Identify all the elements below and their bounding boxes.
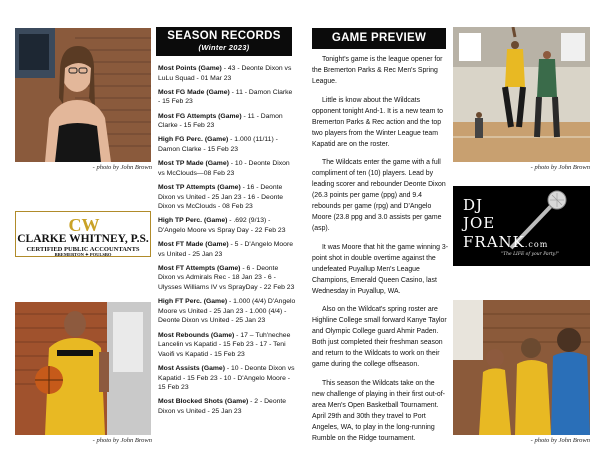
record-item: Most FT Attempts (Game) - 6 - Deonte Dixon vs Admirals Rec - 18 Jan 23 - 6 - Ulysses Williams IV vs SprayDay - 22 Feb 23 bbox=[158, 264, 295, 292]
preview-paragraph: The Wildcats enter the game with a full compliment of ten (10) players. Lead by leading scorer and rebounder Deonte Dixon (26.3 points per game (ppg) and 9.4 rebounds per game (rpg) and D'Angelo Moore (23.8 ppg and 3.0 assists per game (asp). bbox=[312, 159, 446, 232]
photo-credit: - photo by John Brown bbox=[92, 164, 152, 171]
svg-text:CW: CW bbox=[68, 215, 100, 235]
player-photo-woman bbox=[15, 28, 151, 162]
cpa-line: CERTIFIED PUBLIC ACCOUNTANTS bbox=[26, 246, 140, 253]
dj-tagline: "The LIFE of your Party!" bbox=[501, 252, 560, 257]
record-item: High FT Perc. (Game) - 1.000 (4/4) D'Angelo Moore vs United - 25 Jan 23 - 1.000 (4/4) - Deonte Dixon vs United - 25 Jan 23 bbox=[158, 298, 296, 325]
preview-paragraph: Tonight's game is the league opener for the Bremerton Parks & Rec Men's Spring League. bbox=[312, 56, 443, 85]
record-item: Most Points (Game) - 43 - Deonte Dixon vs LuLu Squad - 01 Mar 23 bbox=[158, 65, 292, 82]
season-records-header bbox=[156, 27, 292, 56]
cpa-name: CLARKE WHITNEY, P.S. bbox=[17, 233, 149, 245]
player-photo-man-ball bbox=[15, 302, 151, 435]
record-item: Most TP Made (Game) - 10 - Deonte Dixon vs McClouds—08 Feb 23 bbox=[158, 160, 290, 177]
photo-credit: - photo by John Brown bbox=[92, 437, 152, 444]
game-preview-body bbox=[312, 54, 448, 451]
record-item: Most Assists (Game) - 10 - Deonte Dixon vs Kapatid - 15 Feb 23 - 10 - D'Angelo Moore - 15 Feb 23 bbox=[158, 364, 295, 392]
records-list bbox=[158, 64, 296, 421]
preview-paragraph: Little is know about the Wildcats opponent tonight And-1. It is a new team to Bremerton Parks & Rec action and the top two players from the Winter League team Kapatid are on the roster. bbox=[312, 96, 444, 148]
clarke-whitney-logo bbox=[15, 211, 151, 257]
season-records-title: SEASON RECORDS bbox=[167, 30, 281, 42]
record-item: Most TP Attempts (Game) - 16 - Deonte Dixon vs United - 25 Jan 23 - 16 - Deonte Dixon vs McClouds - 08 Feb 23 bbox=[158, 183, 284, 211]
dj-line2: JOE bbox=[463, 214, 496, 232]
record-item: Most Blocked Shots (Game) - 2 - Deonte Dixon vs United - 25 Jan 23 bbox=[158, 398, 287, 415]
record-item: Most FG Made (Game) - 11 - Damon Clarke - 15 Feb 23 bbox=[158, 88, 293, 106]
record-item: High FG Perc. (Game) - 1.000 (11/11) - Damon Clarke - 15 Feb 23 bbox=[158, 136, 278, 153]
record-item: Most Rebounds (Game) - 17 – Tuh'nechee Lancelin vs Kapatid - 15 Feb 23 - 17 - Teni Vaoifi vs Kapatid - 15 Feb 23 bbox=[158, 331, 291, 358]
game-action-photo bbox=[453, 27, 590, 162]
game-preview-header bbox=[312, 28, 446, 49]
photo-credit: - photo by John Brown bbox=[530, 164, 590, 171]
dj-line3: FRANK.com bbox=[463, 233, 549, 251]
dj-joe-frank-logo bbox=[453, 186, 590, 266]
season-records-subtitle: (Winter 2023) bbox=[198, 43, 250, 52]
record-item: Most FT Made (Game) - 5 - D'Angelo Moore vs United - 25 Jan 23 bbox=[158, 241, 294, 258]
preview-paragraph: Also on the Wildcat's spring roster are Highline College small forward Kanye Taylor and Olympic College guard Ahmir Paden. Both just completed their freshman season and return to the Wildcats to work on their game during the college offseason. bbox=[312, 306, 447, 368]
cpa-cities: BREMERTON ✦ POULSBO bbox=[54, 252, 112, 257]
photo-credit: - photo by John Brown bbox=[530, 437, 590, 444]
dj-line1: DJ bbox=[463, 196, 484, 214]
bench-players-photo bbox=[453, 300, 590, 435]
record-item: Most FG Attempts (Game) - 11 - Damon Clarke - 15 Feb 23 bbox=[158, 112, 283, 130]
game-preview-title: GAME PREVIEW bbox=[331, 32, 427, 44]
preview-paragraph: This season the Wildcats take on the new challenge of playing in their first out-of-area Men's Open Basketball Tournament. April 29th and 30th they travel to Port Angeles, WA, to play in the long-running Rumble on the Ridge tournament. bbox=[312, 379, 445, 442]
cw-monogram-icon bbox=[17, 213, 151, 235]
record-item: High TP Perc. (Game) - .692 (9/13) - D'Angelo Moore vs Spray Day - 22 Feb 23 bbox=[158, 217, 286, 234]
preview-paragraph: It was Moore that hit the game winning 3-point shot in double overtime against the undefeated Puyallup Men's League Champions, Emerald Queen Casino, last Wednesday in Puyallup, WA. bbox=[312, 243, 449, 295]
